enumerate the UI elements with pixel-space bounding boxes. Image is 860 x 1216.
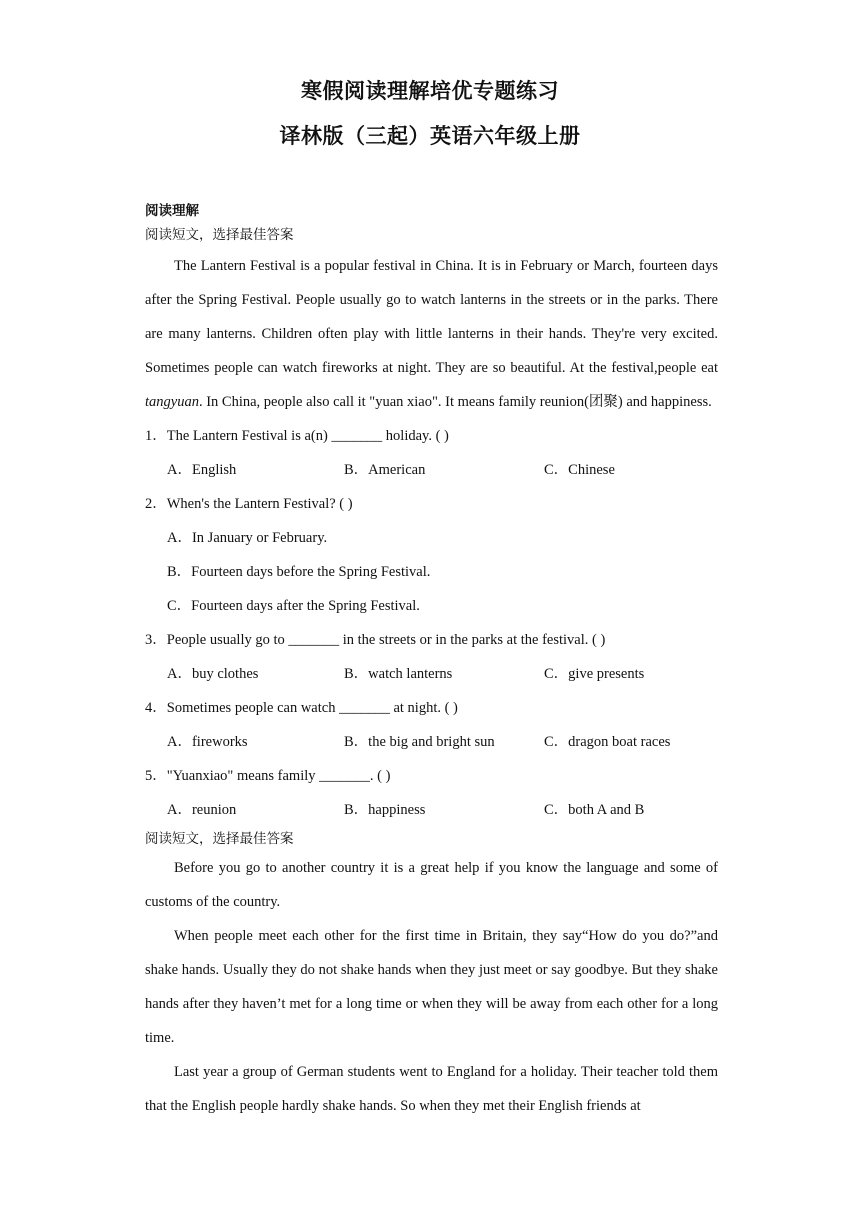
option: B．watch lanterns — [344, 666, 453, 682]
instruction: 阅读短文，选择最佳答案 — [145, 831, 294, 847]
document-body — [145, 199, 718, 1123]
option: B．American — [344, 462, 426, 478]
question-stem: 2．When's the Lantern Festival? ( ) — [145, 496, 353, 512]
question-stem: 5．"Yuanxiao" means family _______. ( ) — [145, 768, 391, 784]
question-options — [145, 725, 718, 759]
question-options — [145, 657, 718, 691]
option: B．Fourteen days before the Spring Festival. — [167, 564, 431, 580]
passage-text: The Lantern Festival is a popular festival in China. It is in February or March, fourteen days after the Spring Festival. People usually go to watch lanterns in the streets or in the parks. There are many lanterns. Children often play with little lanterns in their hands. They're very excited. Sometimes people can watch fireworks at night. They are so beautiful. At the festival,people eat — [145, 258, 718, 376]
question-stem: 4．Sometimes people can watch _______ at night. ( ) — [145, 700, 458, 716]
option: A．In January or February. — [167, 530, 328, 546]
document-subtitle: 译林版（三起）英语六年级上册 — [279, 124, 581, 148]
question-stem: 1．The Lantern Festival is a(n) _______ holiday. ( ) — [145, 428, 449, 444]
question-options — [145, 453, 718, 487]
passage-text: . In China, people also call it "yuan xiao". It means family reunion(团聚) and happiness. — [198, 394, 712, 410]
passage-paragraph: When people meet each other for the first time in Britain, they say“How do you do?”and shake hands. Usually they do not shake hands when they just meet or say goodbye. But they shake hands after they haven’t met for a long time or when they will be away from each other for a long time. — [145, 928, 718, 1046]
passage-paragraph: Last year a group of German students went to England for a holiday. Their teacher told them that the English people hardly shake hands. So when they met their English friends at — [145, 1064, 718, 1114]
question-stem: 3．People usually go to _______ in the streets or in the parks at the festival. ( ) — [145, 632, 606, 648]
option: C．Chinese — [544, 462, 615, 478]
passage-paragraph: Before you go to another country it is a great help if you know the language and some of customs of the country. — [145, 860, 718, 910]
option: C．give presents — [544, 666, 645, 682]
option: A．fireworks — [167, 734, 248, 750]
instruction: 阅读短文，选择最佳答案 — [145, 227, 294, 243]
option: A．English — [167, 462, 237, 478]
passage-italic-term: tangyuan — [145, 394, 199, 410]
option: C．both A and B — [544, 802, 645, 818]
document-title: 寒假阅读理解培优专题练习 — [301, 79, 559, 103]
option: A．buy clothes — [167, 666, 259, 682]
option: B．happiness — [344, 802, 426, 818]
section-heading: 阅读理解 — [145, 203, 199, 219]
option: B．the big and bright sun — [344, 734, 495, 750]
option: C．dragon boat races — [544, 734, 671, 750]
option: A．reunion — [167, 802, 237, 818]
passage-paragraph — [145, 249, 718, 419]
option: C．Fourteen days after the Spring Festival. — [167, 598, 420, 614]
question-options — [145, 793, 718, 827]
